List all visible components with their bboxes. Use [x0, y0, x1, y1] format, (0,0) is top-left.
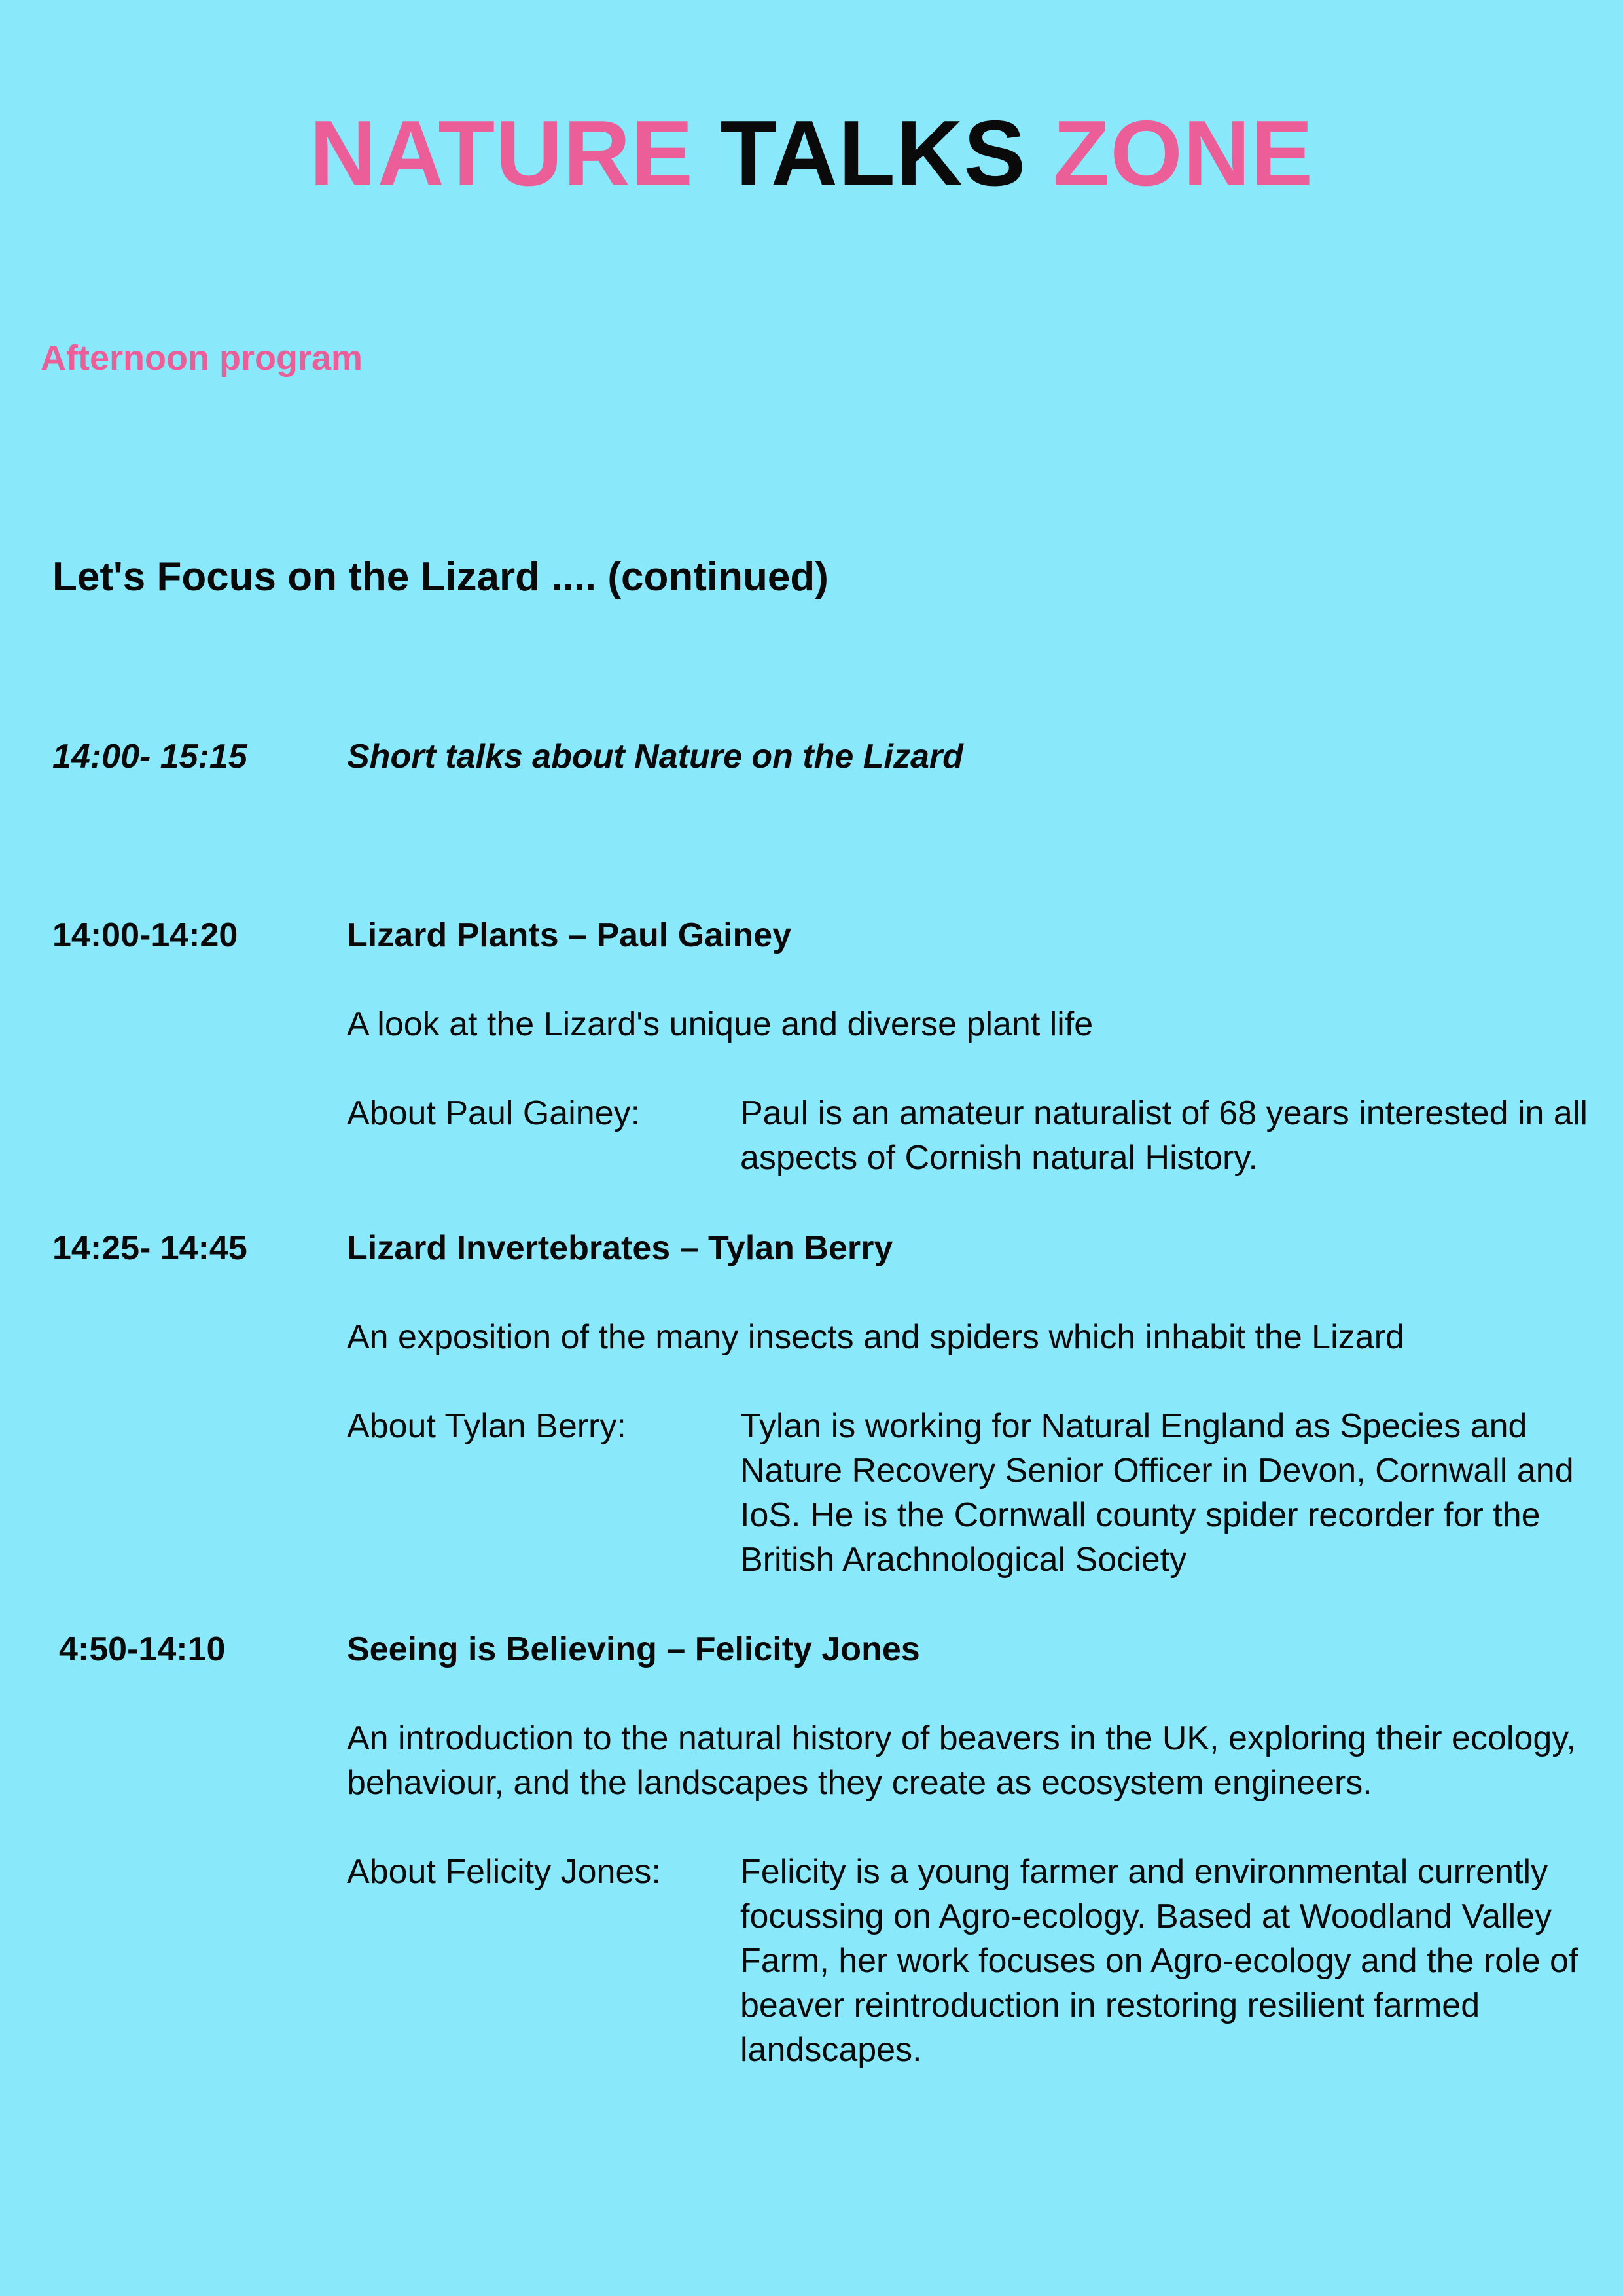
- talk-3-about-label: About Felicity Jones:: [347, 1853, 661, 1891]
- talk-2-about-label: About Tylan Berry:: [347, 1407, 626, 1445]
- talk-3-title: Seeing is Believing – Felicity Jones: [347, 1630, 920, 1668]
- talk-1-about-label: About Paul Gainey:: [347, 1094, 641, 1132]
- talk-3-about-text: Felicity is a young farmer and environmental currently focussing on Agro-ecology. Based at Woodland Valley Farm, her work focuses on Agro-ecology and the role of beaver reintroduction in restoring resilient farmed landscapes.: [740, 1853, 1578, 2069]
- section-heading: Let's Focus on the Lizard .... (continued): [52, 554, 829, 600]
- talk-2-title: Lizard Invertebrates – Tylan Berry: [347, 1229, 893, 1267]
- talk-3-time: 4:50-14:10: [59, 1630, 226, 1668]
- overview-time: 14:00- 15:15: [52, 738, 247, 776]
- talk-1-about-text: Paul is an amateur naturalist of 68 years interested in all aspects of Cornish natural History.: [740, 1094, 1588, 1177]
- talk-2-description: An exposition of the many insects and spiders which inhabit the Lizard: [347, 1318, 1404, 1356]
- title-word-zone: ZONE: [1052, 101, 1314, 206]
- title-word-talks: TALKS: [720, 101, 1027, 206]
- talk-3-description: An introduction to the natural history of beavers in the UK, exploring their ecology, behaviour, and the landscapes they create as ecosystem engineers.: [347, 1719, 1576, 1802]
- overview-title: Short talks about Nature on the Lizard: [347, 738, 963, 776]
- talk-1-title: Lizard Plants – Paul Gainey: [347, 916, 792, 954]
- talk-2-about-text: Tylan is working for Natural England as Species and Nature Recovery Senior Officer in Devon, Cornwall and IoS. He is the Cornwall county spider recorder for the British Arachnological Society: [740, 1407, 1574, 1579]
- title-word-nature: NATURE: [309, 101, 694, 206]
- talk-1-time: 14:00-14:20: [52, 916, 238, 954]
- program-subtitle: Afternoon program: [41, 338, 363, 378]
- talk-1-description: A look at the Lizard's unique and diverse plant life: [347, 1005, 1094, 1043]
- talk-2-time: 14:25- 14:45: [52, 1229, 247, 1267]
- page-title: [0, 98, 1623, 209]
